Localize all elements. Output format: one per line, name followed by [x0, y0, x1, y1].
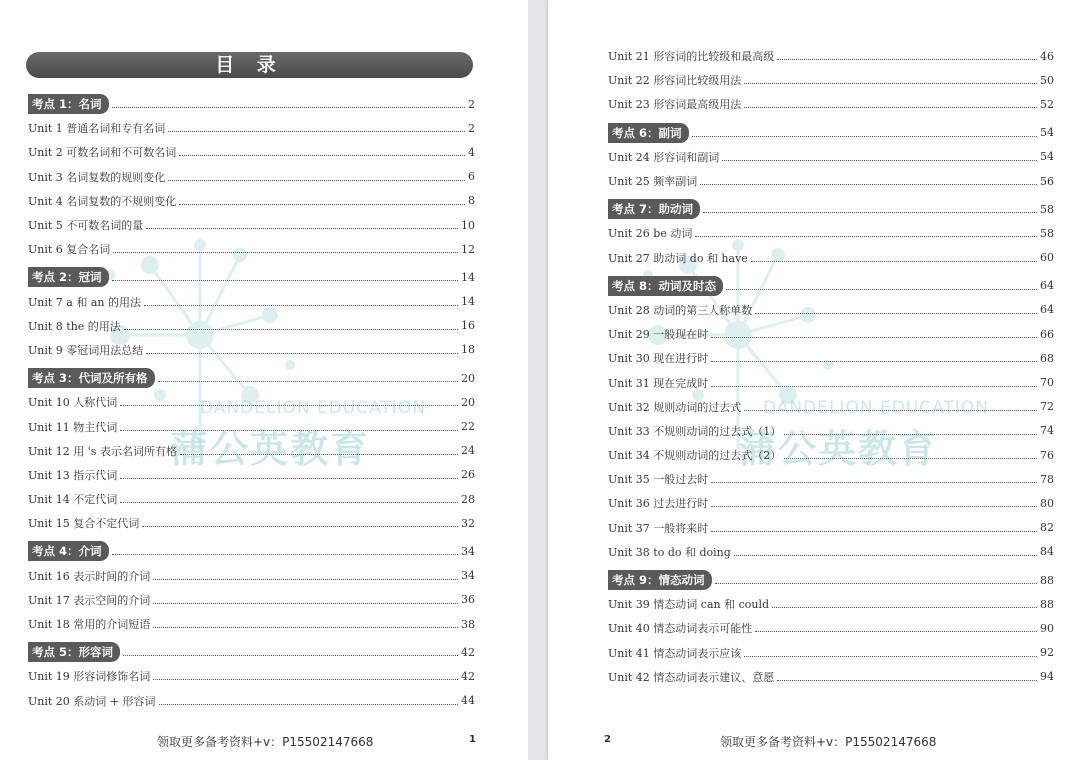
- left-toc-list: [28, 88, 475, 713]
- dot-leader: [711, 505, 1037, 507]
- dot-leader: [168, 130, 465, 132]
- dot-leader: [146, 352, 458, 354]
- unit-label: Unit 37 一般将来时: [608, 521, 709, 535]
- dot-leader: [755, 312, 1037, 314]
- watermark-cn: 蒲公英教育: [738, 427, 939, 471]
- toc-unit-row: [28, 564, 475, 588]
- toc-unit-row: [608, 395, 1054, 419]
- watermark-en: DANDELION EDUCATION: [763, 398, 989, 418]
- unit-label: Unit 12 用 's 表示名词所有格: [28, 444, 177, 458]
- toc-unit-row: [608, 221, 1054, 245]
- right-page: [548, 0, 1080, 760]
- toc-page-number: 38: [461, 617, 475, 631]
- toc-page-number: 92: [1040, 646, 1054, 660]
- dot-leader: [784, 457, 1037, 459]
- watermark-cn: 蒲公英教育: [170, 427, 371, 471]
- toc-page-number: 42: [461, 669, 475, 683]
- toc-page-number: 70: [1040, 376, 1054, 390]
- toc-unit-row: [28, 487, 475, 511]
- toc-page-number: 44: [461, 694, 475, 708]
- dot-leader: [744, 82, 1037, 84]
- toc-unit-row: [608, 92, 1054, 116]
- toc-unit-row: [28, 237, 475, 261]
- dot-leader: [142, 525, 458, 527]
- toc-section-row: [608, 121, 1054, 145]
- toc-section-row: [28, 539, 475, 563]
- unit-label: Unit 34 不规则动词的过去式（2）: [608, 449, 782, 463]
- dot-leader: [711, 530, 1037, 532]
- toc-page-number: 18: [461, 343, 475, 357]
- unit-label: Unit 16 表示时间的介词: [28, 569, 151, 583]
- toc-page-number: 28: [461, 492, 475, 506]
- toc-page-number: 4: [468, 145, 475, 159]
- unit-label: Unit 20 系动词 + 形容词: [28, 694, 156, 708]
- toc-unit-row: [28, 463, 475, 487]
- unit-label: Unit 6 复合名词: [28, 243, 111, 257]
- toc-unit-row: [608, 516, 1054, 540]
- unit-label: Unit 36 过去进行时: [608, 497, 709, 511]
- toc-section-row: [608, 274, 1054, 298]
- dot-leader: [113, 251, 458, 253]
- page-number: 2: [604, 734, 611, 745]
- toc-unit-row: [28, 290, 475, 314]
- toc-unit-row: [28, 511, 475, 535]
- right-toc-list: [608, 44, 1054, 689]
- unit-label: Unit 39 情态动词 can 和 could: [608, 598, 770, 612]
- unit-label: Unit 19 形容词修饰名词: [28, 670, 151, 684]
- dot-leader: [153, 678, 458, 680]
- unit-label: Unit 23 形容词最高级用法: [608, 98, 742, 112]
- dot-leader: [751, 260, 1037, 262]
- toc-section-row: [28, 366, 475, 390]
- unit-label: Unit 2 可数名词和不可数名词: [28, 146, 177, 160]
- toc-page-number: 82: [1040, 521, 1054, 535]
- toc-unit-row: [28, 140, 475, 164]
- dot-leader: [755, 630, 1037, 632]
- dot-leader: [777, 679, 1037, 681]
- toc-unit-row: [28, 390, 475, 414]
- section-label: 考点 6：副词: [608, 123, 689, 143]
- unit-label: Unit 27 助动词 do 和 have: [608, 251, 748, 265]
- toc-page-number: 10: [461, 218, 475, 232]
- toc-page-number: 58: [1040, 202, 1054, 216]
- unit-label: Unit 5 不可数名词的量: [28, 219, 144, 233]
- footer-contact: 领取更多备考资料+v：P15502147668: [157, 735, 374, 749]
- dot-leader: [159, 703, 459, 705]
- dot-leader: [695, 235, 1037, 237]
- unit-label: Unit 7 a 和 an 的用法: [28, 295, 141, 309]
- page-number: 1: [469, 734, 476, 745]
- dot-leader: [144, 304, 458, 306]
- toc-page-number: 34: [461, 544, 475, 558]
- unit-label: Unit 3 名词复数的规则变化: [28, 170, 166, 184]
- dot-leader: [168, 179, 465, 181]
- unit-label: Unit 30 现在进行时: [608, 352, 709, 366]
- toc-unit-row: [608, 491, 1054, 515]
- toc-page-number: 64: [1040, 279, 1054, 293]
- unit-label: Unit 13 指示代词: [28, 468, 118, 482]
- toc-unit-row: [608, 443, 1054, 467]
- dot-leader: [158, 380, 458, 382]
- toc-unit-row: [608, 616, 1054, 640]
- toc-page-number: 88: [1040, 597, 1054, 611]
- unit-label: Unit 31 现在完成时: [608, 376, 709, 390]
- toc-unit-row: [28, 189, 475, 213]
- toc-page-number: 90: [1040, 621, 1054, 635]
- toc-page-number: 14: [461, 295, 475, 309]
- toc-title: 目 录: [26, 52, 473, 78]
- unit-label: Unit 29 一般现在时: [608, 328, 709, 342]
- toc-page-number: 74: [1040, 424, 1054, 438]
- dot-leader: [120, 404, 458, 406]
- unit-label: Unit 42 情态动词表示建议、意愿: [608, 670, 775, 684]
- toc-page-number: 80: [1040, 496, 1054, 510]
- toc-unit-row: [608, 169, 1054, 193]
- toc-page-number: 32: [461, 516, 475, 530]
- toc-page-number: 20: [461, 395, 475, 409]
- unit-label: Unit 22 形容词比较级用法: [608, 74, 742, 88]
- dot-leader: [120, 429, 458, 431]
- unit-label: Unit 35 一般过去时: [608, 473, 709, 487]
- toc-page-number: 26: [461, 468, 475, 482]
- dot-leader: [711, 336, 1037, 338]
- toc-page-number: 46: [1040, 49, 1054, 63]
- page-gutter: [528, 0, 548, 760]
- toc-unit-row: [28, 213, 475, 237]
- section-label: 考点 9：情态动词: [608, 570, 712, 590]
- toc-page-number: 84: [1040, 545, 1054, 559]
- unit-label: Unit 1 普通名词和专有名词: [28, 122, 166, 136]
- toc-unit-row: [608, 145, 1054, 169]
- dot-leader: [711, 481, 1037, 483]
- toc-unit-row: [608, 346, 1054, 370]
- toc-page-number: 52: [1040, 97, 1054, 111]
- toc-section-row: [608, 197, 1054, 221]
- toc-page-number: 78: [1040, 472, 1054, 486]
- toc-unit-row: [28, 664, 475, 688]
- unit-label: Unit 4 名词复数的不规则变化: [28, 194, 177, 208]
- unit-label: Unit 11 物主代词: [28, 420, 118, 434]
- toc-unit-row: [608, 665, 1054, 689]
- toc-page-number: 68: [1040, 351, 1054, 365]
- dot-leader: [744, 409, 1037, 411]
- toc-unit-row: [608, 68, 1054, 92]
- dot-leader: [153, 578, 458, 580]
- unit-label: Unit 14 不定代词: [28, 493, 118, 507]
- footer-contact: 领取更多备考资料+v：P15502147668: [720, 735, 937, 749]
- unit-label: Unit 15 复合不定代词: [28, 517, 140, 531]
- toc-unit-row: [608, 641, 1054, 665]
- unit-label: Unit 18 常用的介词短语: [28, 618, 151, 632]
- toc-page-number: 56: [1040, 174, 1054, 188]
- unit-label: Unit 9 零冠词用法总结: [28, 343, 144, 357]
- dot-leader: [734, 554, 1037, 556]
- toc-page-number: 24: [461, 444, 475, 458]
- toc-page-number: 50: [1040, 73, 1054, 87]
- dot-leader: [124, 328, 458, 330]
- toc-page-number: 42: [461, 645, 475, 659]
- toc-section-row: [608, 568, 1054, 592]
- toc-page-number: 22: [461, 420, 475, 434]
- dot-leader: [112, 553, 458, 555]
- toc-section-row: [28, 265, 475, 289]
- dot-leader: [711, 385, 1037, 387]
- dot-leader: [123, 654, 458, 656]
- toc-page-number: 88: [1040, 573, 1054, 587]
- toc-unit-row: [28, 116, 475, 140]
- toc-unit-row: [28, 612, 475, 636]
- toc-section-row: [28, 640, 475, 664]
- unit-label: Unit 26 be 动词: [608, 227, 693, 241]
- toc-page-number: 20: [461, 371, 475, 385]
- toc-page-number: 16: [461, 319, 475, 333]
- toc-section-row: [28, 92, 475, 116]
- dot-leader: [179, 154, 465, 156]
- toc-unit-row: [28, 414, 475, 438]
- section-label: 考点 4：介词: [28, 541, 109, 561]
- section-label: 考点 3：代词及所有格: [28, 368, 155, 388]
- unit-label: Unit 21 形容词的比较级和最高级: [608, 50, 775, 64]
- toc-page-number: 58: [1040, 226, 1054, 240]
- dot-leader: [784, 433, 1037, 435]
- unit-label: Unit 28 动词的第三人称单数: [608, 303, 753, 317]
- toc-page-number: 60: [1040, 251, 1054, 265]
- dot-leader: [744, 106, 1037, 108]
- toc-page-number: 72: [1040, 400, 1054, 414]
- toc-unit-row: [608, 44, 1054, 68]
- dot-leader: [744, 655, 1037, 657]
- dot-leader: [700, 183, 1037, 185]
- unit-label: Unit 25 频率副词: [608, 175, 698, 189]
- toc-unit-row: [608, 370, 1054, 394]
- toc-page-number: 2: [468, 97, 475, 111]
- left-page: [0, 0, 528, 760]
- dot-leader: [772, 606, 1037, 608]
- dot-leader: [120, 477, 458, 479]
- toc-unit-row: [28, 338, 475, 362]
- toc-page-number: 94: [1040, 670, 1054, 684]
- dot-leader: [112, 106, 465, 108]
- unit-label: Unit 40 情态动词表示可能性: [608, 622, 753, 636]
- dot-leader: [153, 602, 458, 604]
- toc-page-number: 34: [461, 569, 475, 583]
- section-label: 考点 5：形容词: [28, 642, 120, 662]
- dot-leader: [179, 203, 465, 205]
- toc-page-number: 64: [1040, 303, 1054, 317]
- toc-page-number: 54: [1040, 150, 1054, 164]
- section-label: 考点 2：冠词: [28, 267, 109, 287]
- dot-leader: [112, 279, 458, 281]
- toc-page-number: 14: [461, 270, 475, 284]
- dot-leader: [703, 211, 1037, 213]
- section-label: 考点 7：助动词: [608, 199, 700, 219]
- toc-unit-row: [28, 439, 475, 463]
- toc-unit-row: [608, 246, 1054, 270]
- unit-label: Unit 33 不规则动词的过去式（1）: [608, 424, 782, 438]
- dot-leader: [120, 501, 458, 503]
- unit-label: Unit 10 人称代词: [28, 396, 118, 410]
- toc-page-number: 54: [1040, 126, 1054, 140]
- toc-unit-row: [608, 467, 1054, 491]
- toc-unit-row: [608, 419, 1054, 443]
- dot-leader: [726, 288, 1037, 290]
- toc-page-number: 66: [1040, 327, 1054, 341]
- unit-label: Unit 41 情态动词表示应该: [608, 646, 742, 660]
- toc-unit-row: [608, 540, 1054, 564]
- unit-label: Unit 38 to do 和 doing: [608, 545, 731, 559]
- dot-leader: [153, 626, 458, 628]
- toc-unit-row: [608, 322, 1054, 346]
- toc-unit-row: [28, 588, 475, 612]
- unit-label: Unit 32 规则动词的过去式: [608, 400, 742, 414]
- dot-leader: [715, 582, 1037, 584]
- toc-unit-row: [28, 165, 475, 189]
- section-label: 考点 1：名词: [28, 94, 109, 114]
- toc-unit-row: [28, 689, 475, 713]
- unit-label: Unit 17 表示空间的介词: [28, 593, 151, 607]
- dot-leader: [722, 159, 1037, 161]
- toc-unit-row: [608, 298, 1054, 322]
- toc-page-number: 6: [468, 170, 475, 184]
- dot-leader: [711, 360, 1037, 362]
- unit-label: Unit 8 the 的用法: [28, 319, 121, 333]
- toc-page-number: 8: [468, 194, 475, 208]
- toc-page-number: 12: [461, 242, 475, 256]
- dot-leader: [692, 135, 1037, 137]
- toc-page-number: 2: [468, 121, 475, 135]
- toc-unit-row: [608, 592, 1054, 616]
- dot-leader: [180, 453, 458, 455]
- toc-unit-row: [28, 314, 475, 338]
- toc-page-number: 76: [1040, 448, 1054, 462]
- toc-page-number: 36: [461, 593, 475, 607]
- dot-leader: [777, 58, 1037, 60]
- section-label: 考点 8：动词及时态: [608, 276, 723, 296]
- watermark-en: DANDELION EDUCATION: [200, 398, 426, 418]
- unit-label: Unit 24 形容词和副词: [608, 150, 720, 164]
- dot-leader: [146, 227, 458, 229]
